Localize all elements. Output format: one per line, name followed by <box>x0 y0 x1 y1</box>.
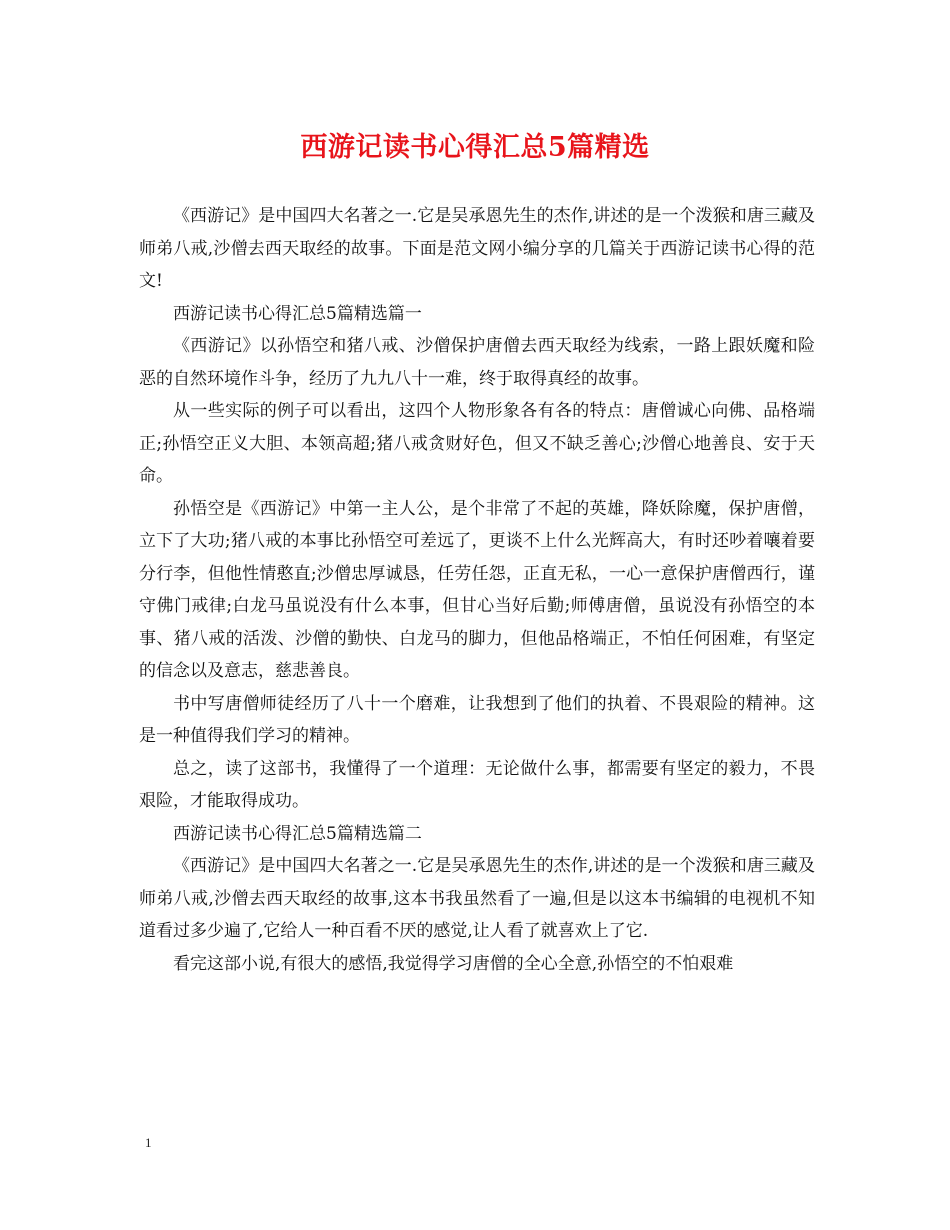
paragraph-intro: 《西游记》是中国四大名著之一.它是吴承恩先生的杰作,讲述的是一个泼猴和唐三藏及师弟八戒,沙僧去西天取经的故事。下面是范文网小编分享的几篇关于西游记读书心得的范文! <box>139 206 815 291</box>
document-body <box>139 200 815 980</box>
page-number: 1 <box>145 1135 152 1150</box>
paragraph: 看完这部小说,有很大的感悟,我觉得学习唐僧的全心全意,孙悟空的不怕艰难 <box>173 953 734 974</box>
paragraph: 从一些实际的例子可以看出，这四个人物形象各有各的特点：唐僧诚心向佛、品格端正;孙悟空正义大胆、本领高超;猪八戒贪财好色，但又不缺乏善心;沙僧心地善良、安于天命。 <box>139 401 815 486</box>
document-title: 西游记读书心得汇总5篇精选 <box>300 132 650 163</box>
paragraph: 总之，读了这部书，我懂得了一个道理：无论做什么事，都需要有坚定的毅力，不畏艰险，才能取得成功。 <box>139 758 815 811</box>
section-heading-1: 西游记读书心得汇总5篇精选篇一 <box>173 303 422 324</box>
paragraph: 孙悟空是《西游记》中第一主人公，是个非常了不起的英雄，降妖除魔，保护唐僧，立下了大功;猪八戒的本事比孙悟空可差远了，更谈不上什么光辉高大，有时还吵着嚷着要分行李，但他性情憨直;沙僧忠厚诚恳，任劳任怨，正直无私，一心一意保护唐僧西行，谨守佛门戒律;白龙马虽说没有什么本事，但甘心当好后勤;师傅唐僧，虽说没有孙悟空的本事、猪八戒的活泼、沙僧的勤快、白龙马的脚力，但他品格端正，不怕任何困难，有坚定的信念以及意志，慈悲善良。 <box>139 498 815 681</box>
section-heading-2: 西游记读书心得汇总5篇精选篇二 <box>173 823 422 844</box>
paragraph: 《西游记》以孙悟空和猪八戒、沙僧保护唐僧去西天取经为线索，一路上跟妖魔和险恶的自然环境作斗争，经历了九九八十一难，终于取得真经的故事。 <box>139 336 815 389</box>
paragraph: 书中写唐僧师徒经历了八十一个磨难，让我想到了他们的执着、不畏艰险的精神。这是一种值得我们学习的精神。 <box>139 693 815 746</box>
paragraph: 《西游记》是中国四大名著之一.它是吴承恩先生的杰作,讲述的是一个泼猴和唐三藏及师弟八戒,沙僧去西天取经的故事,这本书我虽然看了一遍,但是以这本书编辑的电视机不知道看过多少遍了,它给人一种百看不厌的感觉,让人看了就喜欢上了它. <box>139 856 815 941</box>
